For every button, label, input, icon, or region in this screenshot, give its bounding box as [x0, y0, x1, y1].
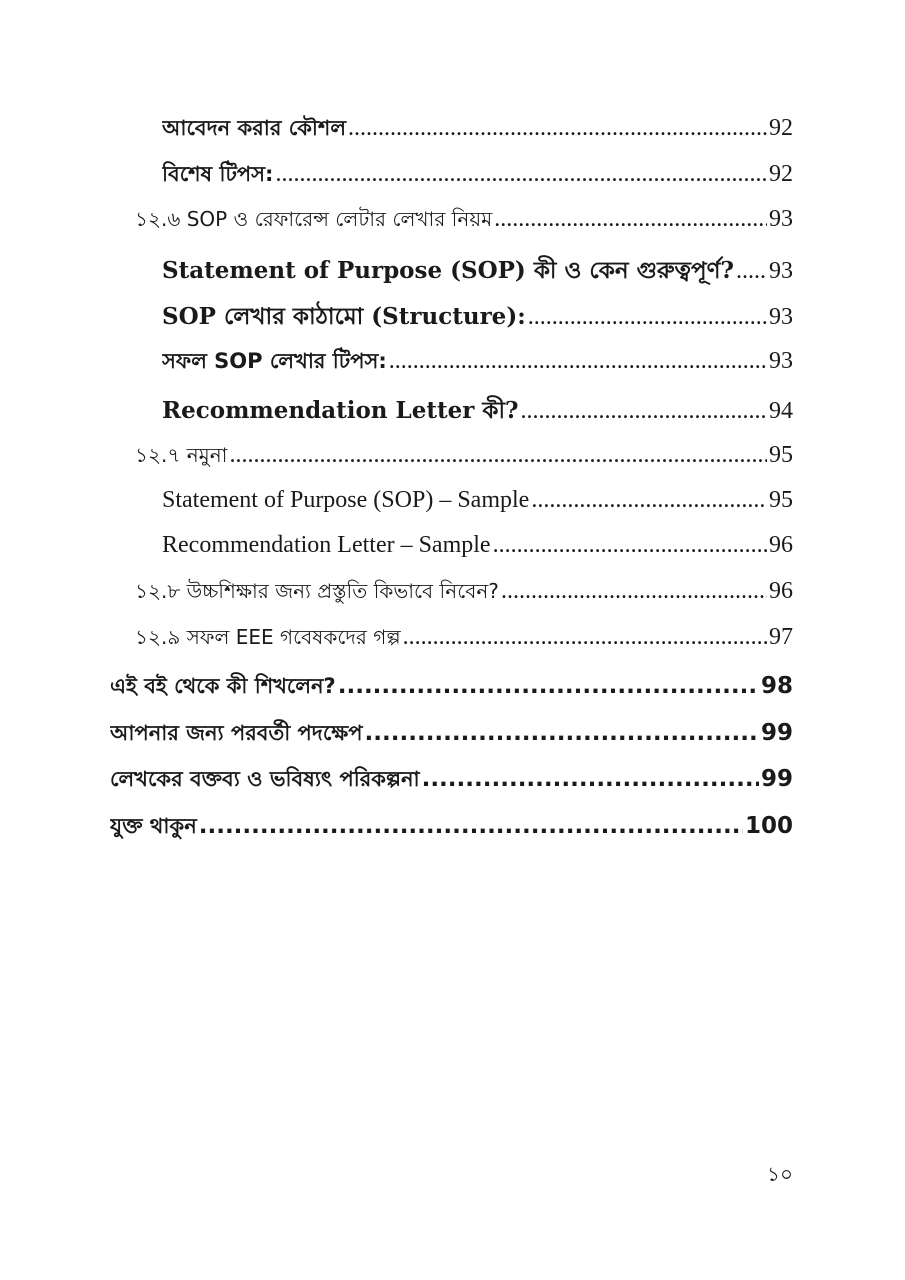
dot-leader: [494, 206, 767, 233]
toc-entry-page: 96: [769, 578, 793, 604]
dot-leader: [403, 624, 767, 651]
toc-entry: [162, 345, 793, 380]
dot-leader: [501, 578, 767, 605]
toc-entry: [162, 298, 793, 337]
toc-entry: [135, 441, 793, 474]
toc-entry: [135, 623, 793, 656]
toc-entry-page: 95: [769, 442, 793, 468]
toc-entry: [135, 205, 793, 238]
toc-entry-page: 100: [744, 813, 793, 839]
toc-entry: [162, 487, 793, 514]
toc-entry-page: 93: [769, 258, 793, 284]
toc-entry-title: ১২.৬ SOP ও রেফারেন্স লেটার লেখার নিয়ম: [135, 207, 493, 231]
toc-entry-title: সফল SOP লেখার টিপস:: [162, 349, 387, 373]
toc-entry-page: 98: [760, 673, 793, 699]
toc-entry-page: 93: [769, 348, 793, 374]
toc-entry-title: Recommendation Letter কী?: [162, 397, 519, 424]
toc-entry: [162, 252, 793, 291]
toc-entry-title: ১২.৭ নমুনা: [135, 443, 228, 467]
dot-leader: [422, 766, 759, 792]
toc-entry-title: ১২.৮ উচ্চশিক্ষার জন্য প্রস্তুতি কিভাবে নিবেন?: [135, 579, 499, 603]
toc-entry-page: 93: [769, 304, 793, 330]
dot-leader: [389, 348, 767, 375]
toc-entry-title: Statement of Purpose (SOP) – Sample: [162, 487, 530, 513]
dot-leader: [229, 442, 767, 469]
toc-entry: [162, 532, 793, 559]
dot-leader: [736, 258, 767, 285]
toc-entry: [162, 112, 793, 147]
toc-entry: [162, 392, 793, 431]
dot-leader: [338, 673, 759, 699]
toc-entry-page: 93: [769, 206, 793, 232]
toc-entry: [110, 717, 793, 752]
dot-leader: [275, 161, 767, 188]
toc-entry-page: 95: [769, 487, 793, 513]
toc-entry: [110, 810, 793, 845]
toc-entry-title: এই বই থেকে কী শিখলেন?: [110, 674, 336, 698]
toc-entry-title: বিশেষ টিপস:: [162, 162, 274, 186]
dot-leader: [493, 532, 767, 559]
toc-entry: [110, 763, 793, 798]
toc-entry-title: Statement of Purpose (SOP) কী ও কেন গুরুত্বপূর্ণ?: [162, 257, 734, 284]
dot-leader: [348, 115, 767, 142]
toc-entry-title: আপনার জন্য পরবর্তী পদক্ষেপ: [110, 721, 363, 745]
toc-entry-title: আবেদন করার কৌশল: [162, 116, 346, 140]
toc-entry-page: 97: [769, 624, 793, 650]
toc-entry-title: ১২.৯ সফল EEE গবেষকদের গল্প: [135, 625, 401, 649]
toc-entry: [162, 158, 793, 193]
toc-entry-page: 94: [769, 398, 793, 424]
toc-entry-page: 99: [760, 720, 793, 746]
toc-entry-page: 96: [769, 532, 793, 558]
dot-leader: [365, 720, 759, 746]
dot-leader: [199, 813, 743, 839]
page-number: ১০: [767, 1162, 793, 1186]
toc-entry-page: 92: [769, 115, 793, 141]
toc-entry-page: 99: [760, 766, 793, 792]
dot-leader: [531, 487, 767, 514]
toc-entry-title: Recommendation Letter – Sample: [162, 532, 491, 558]
dot-leader: [521, 398, 768, 425]
toc-entry: [110, 670, 793, 705]
toc-entry-title: SOP লেখার কাঠামো (Structure):: [162, 303, 526, 330]
toc-entry: [135, 577, 793, 610]
toc-entry-title: লেখকের বক্তব্য ও ভবিষ্যৎ পরিকল্পনা: [110, 767, 420, 791]
toc-entry-page: 92: [769, 161, 793, 187]
toc-entry-title: যুক্ত থাকুন: [110, 814, 197, 838]
dot-leader: [528, 304, 767, 331]
